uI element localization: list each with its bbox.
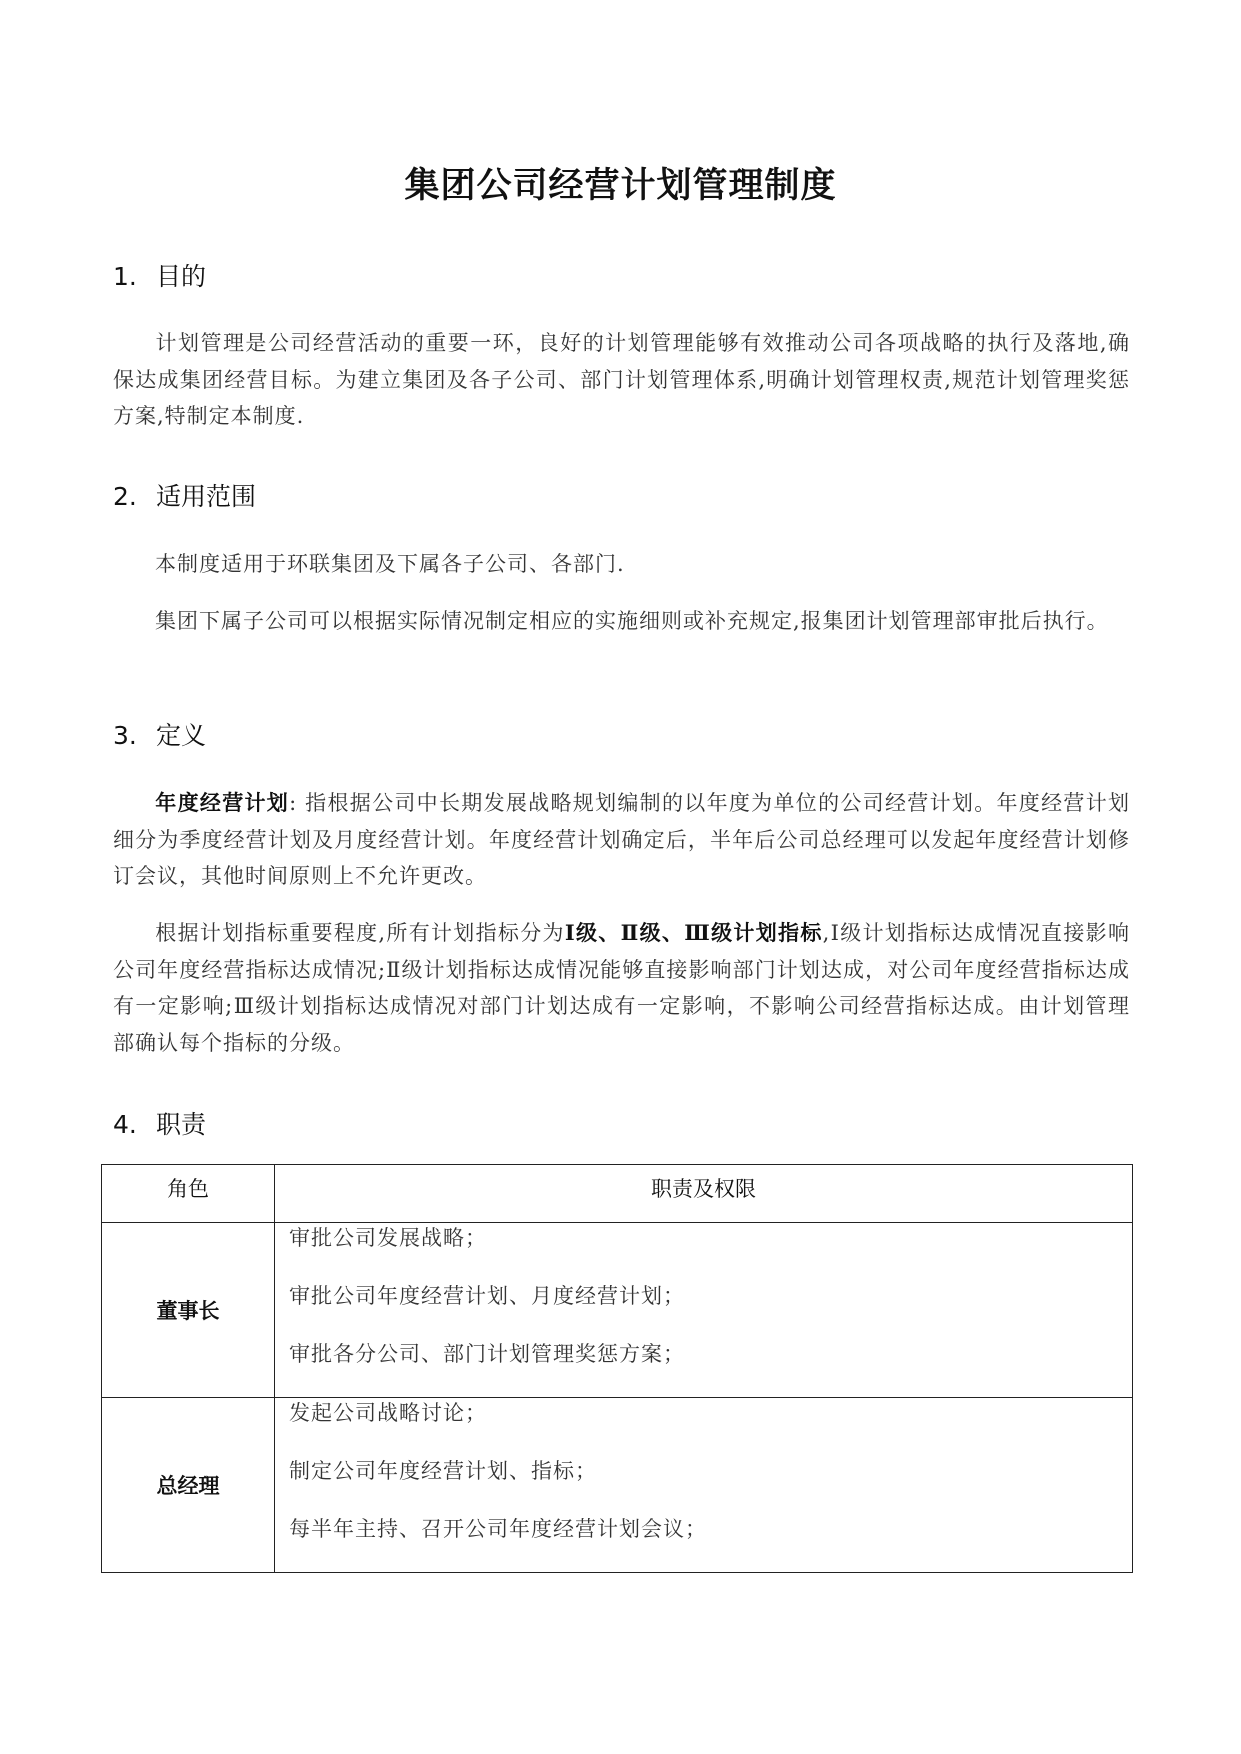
definition-paragraph-2 bbox=[113, 915, 1130, 1061]
duties-cell bbox=[275, 1223, 1133, 1398]
section-number: 2. bbox=[113, 482, 137, 511]
scope-paragraph-2 bbox=[113, 603, 1130, 640]
document-title: 集团公司经营计划管理制度 bbox=[404, 166, 837, 206]
levels-emphasis: Ⅰ级、Ⅱ级、Ⅲ级计划指标 bbox=[564, 920, 823, 945]
role-cell: 董事长 bbox=[102, 1223, 275, 1398]
section-title: 职责 bbox=[156, 1110, 207, 1139]
role-cell: 总经理 bbox=[102, 1398, 275, 1573]
definition-term: 年度经营计划 bbox=[155, 790, 290, 815]
levels-intro: 根据计划指标重要程度,所有计划指标分为 bbox=[155, 921, 565, 945]
section-title: 定义 bbox=[156, 721, 207, 750]
duty-item: 审批各分公司、部门计划管理奖惩方案； bbox=[289, 1342, 685, 1366]
section-heading-scope bbox=[113, 477, 256, 513]
section-number: 1. bbox=[113, 262, 137, 291]
section-title: 适用范围 bbox=[156, 482, 257, 511]
purpose-paragraph bbox=[113, 325, 1130, 435]
table-row bbox=[102, 1223, 1133, 1398]
duty-item: 发起公司战略讨论； bbox=[289, 1401, 487, 1425]
scope-text-1: 本制度适用于环联集团及下属各子公司、各部门. bbox=[155, 552, 625, 576]
section-heading-definition bbox=[113, 716, 206, 752]
table-row bbox=[102, 1398, 1133, 1573]
scope-paragraph-1 bbox=[113, 546, 1130, 583]
duties-table bbox=[101, 1164, 1133, 1573]
section-title: 目的 bbox=[156, 262, 207, 291]
section-heading-purpose bbox=[113, 257, 206, 293]
section-number: 4. bbox=[113, 1110, 137, 1139]
table-header-row bbox=[102, 1165, 1133, 1223]
header-duties: 职责及权限 bbox=[275, 1165, 1133, 1223]
duty-item: 制定公司年度经营计划、指标； bbox=[289, 1459, 597, 1483]
purpose-text: 计划管理是公司经营活动的重要一环，良好的计划管理能够有效推动公司各项战略的执行及落地,确保达成集团经营目标。为建立集团及各子公司、部门计划管理体系,明确计划管理权责,规范计划管理奖惩方案,特制定本制度. bbox=[113, 331, 1130, 428]
duty-item: 审批公司年度经营计划、月度经营计划； bbox=[289, 1284, 685, 1308]
section-heading-duties bbox=[113, 1105, 206, 1141]
duties-cell bbox=[275, 1398, 1133, 1573]
levels-text: ,Ⅰ级计划指标达成情况直接影响公司年度经营指标达成情况;Ⅱ级计划指标达成情况能够直接影响部门计划达成，对公司年度经营指标达成有一定影响;Ⅲ级计划指标达成情况对部门计划达成有一定影响，不影响公司经营指标达成。由计划管理部确认每个指标的分级。 bbox=[113, 921, 1130, 1055]
definition-term-text: : 指根据公司中长期发展战略规划编制的以年度为单位的公司经营计划。年度经营计划细分为季度经营计划及月度经营计划。年度经营计划确定后，半年后公司总经理可以发起年度经营计划修订会议，其他时间原则上不允许更改。 bbox=[113, 791, 1130, 888]
duty-item: 审批公司发展战略； bbox=[289, 1226, 487, 1250]
scope-text-2: 集团下属子公司可以根据实际情况制定相应的实施细则或补充规定,报集团计划管理部审批后执行。 bbox=[155, 609, 1109, 633]
definition-paragraph-1 bbox=[113, 785, 1130, 895]
header-role: 角色 bbox=[102, 1165, 275, 1223]
section-number: 3. bbox=[113, 721, 137, 750]
duty-item: 每半年主持、召开公司年度经营计划会议； bbox=[289, 1517, 707, 1541]
